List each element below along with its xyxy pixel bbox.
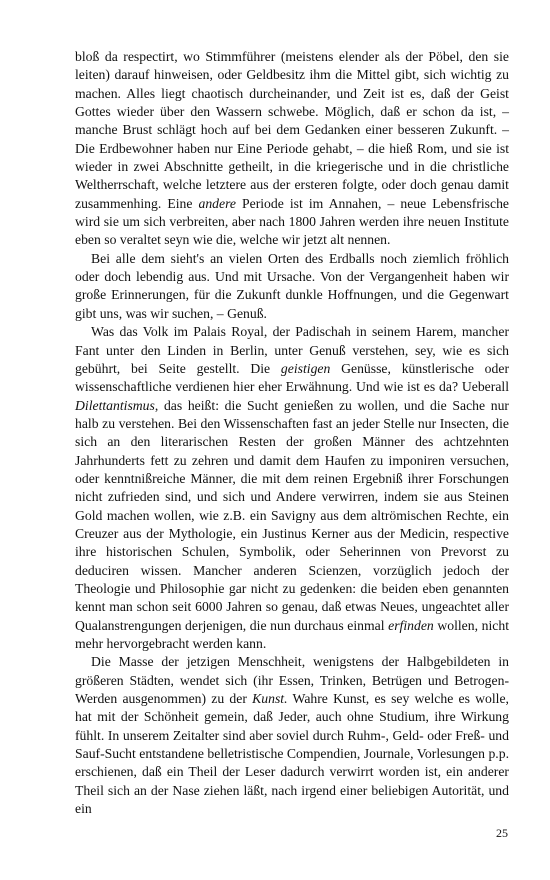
paragraph-4 [75,653,509,818]
italic-text: erfinden [388,617,434,633]
page-number: 25 [496,826,508,840]
italic-text: Kunst. [252,691,288,707]
paragraph-3 [75,323,509,653]
text-run: bloß da respectirt, wo Stimmführer (meistens elender als der Pöbel, den sie leiten) darauf hinweisen, oder Geldbesitz ihm die Mittel gibt, sich wichtig zu machen. Alles liegt chaotisch durcheinander, und Zeit ist es, daß der Geist Gottes wieder über den Wassern schwebe. Möglich, daß er schon da ist, – manche Brust schlägt hoch auf bei dem Gedanken einer besseren Zukunft. – Die Erdbewohner haben nur Eine Periode gehabt, – die hieß Rom, und sie ist wieder in zwei Abschnitte getheilt, in die kriegerische und in die christliche Weltherrschaft, welche letztere aus der ersteren folgte, oder doch genau damit zusammenhing. Eine [75,49,509,211]
italic-text: andere [198,195,236,211]
italic-text: geistigen [280,360,331,376]
text-run: Periode ist im Annahen, – neue Lebensfrische wird sie um sich verbreiten, aber nach 1800 Jahren werden ihre neuen Institute eben so veraltet seyn wie die, welche wir jetzt alt nennen. [75,195,509,248]
paragraph-1 [75,48,509,250]
text-run: wollen, nicht mehr hervorgebracht werden kann. [75,617,509,651]
text-run: Die Masse der jetzigen Menschheit, wenigstens der Halbgebildeten in größeren Städten, wendet sich (ihr Essen, Trinken, Betrügen und Betrogen-Werden ausgenommen) zu der [75,654,509,707]
text-run: Was das Volk im Palais Royal, der Padischah in seinem Harem, mancher Fant unter den Linden in Berlin, unter Genuß verstehen, sey, wie es sich gebührt, bei Seite gestellt. Die [75,324,509,376]
text-run: , das heißt: die Sucht genießen zu wollen, und die Sache nur halb zu verstehen. Bei den Wissenschaften fast an jeder Stelle nur Insecten, die sich an den literarischen Resten der großen Männer des achtzehnten Jahrhunderts fett zu zehren und damit dem Haufen zu imponiren versuchen, oder kenntnißreiche Männer, die mit dem reinen Ergebniß ihrer Forschungen nicht zufrieden sind, und sich und Andere verwirren, indem sie aus Steinen Gold machen wollen, wie z.B. ein Savigny aus dem altrömischen Rechte, ein Creuzer aus der Mythologie, ein Justinus Kerner aus der Medicin, respective ihre historischen Schulen, Symbolik, oder Seherinnen von Prevorst zu deduciren wissen. Mancher anderen Scienzen, vorzüglich jedoch der Theologie und Philosophie gar nicht zu gedenken: die beiden eben genannten kennt man schon seit 6000 Jahren so genau, daß etwas Neues, ungeachtet aller Qualanstrengungen derjenigen, die nun durchaus einmal [75,397,509,633]
body-text [75,48,509,818]
text-run: Bei alle dem sieht's an vielen Orten des Erdballs noch ziemlich fröhlich oder doch lebendig aus. Und mit Ursache. Von der Vergangenheit haben wir große Erinnerungen, für die Zukunft dunkle Hoffnungen, und die Gegenwart gibt uns, was wir suchen, – Genuß. [75,250,509,321]
italic-text: Dilettantismus [75,397,155,413]
text-run: Genüsse, künstlerische oder wissenschaftliche verdienen hier eher Erwähnung. Und wie ist es da? Ueberall [75,360,510,395]
text-run: Wahre Kunst, es sey welche es wolle, hat mit der Schönheit gemein, daß Jeder, auch ohne Studium, ihre Wirkung fühlt. In unserem Zeitalter sind aber soviel durch Ruhm-, Geld- oder Freß- und Sauf-Sucht entstandene belletristische Compendien, Journale, Vorlesungen p.p. erschienen, daß ein Theil der Leser dadurch verwirrt worden ist, ein anderer Theil sich an der Nase ziehen läßt, nach irgend einer beliebigen Autorität, und ein [75,691,509,817]
paragraph-2 [75,250,509,323]
